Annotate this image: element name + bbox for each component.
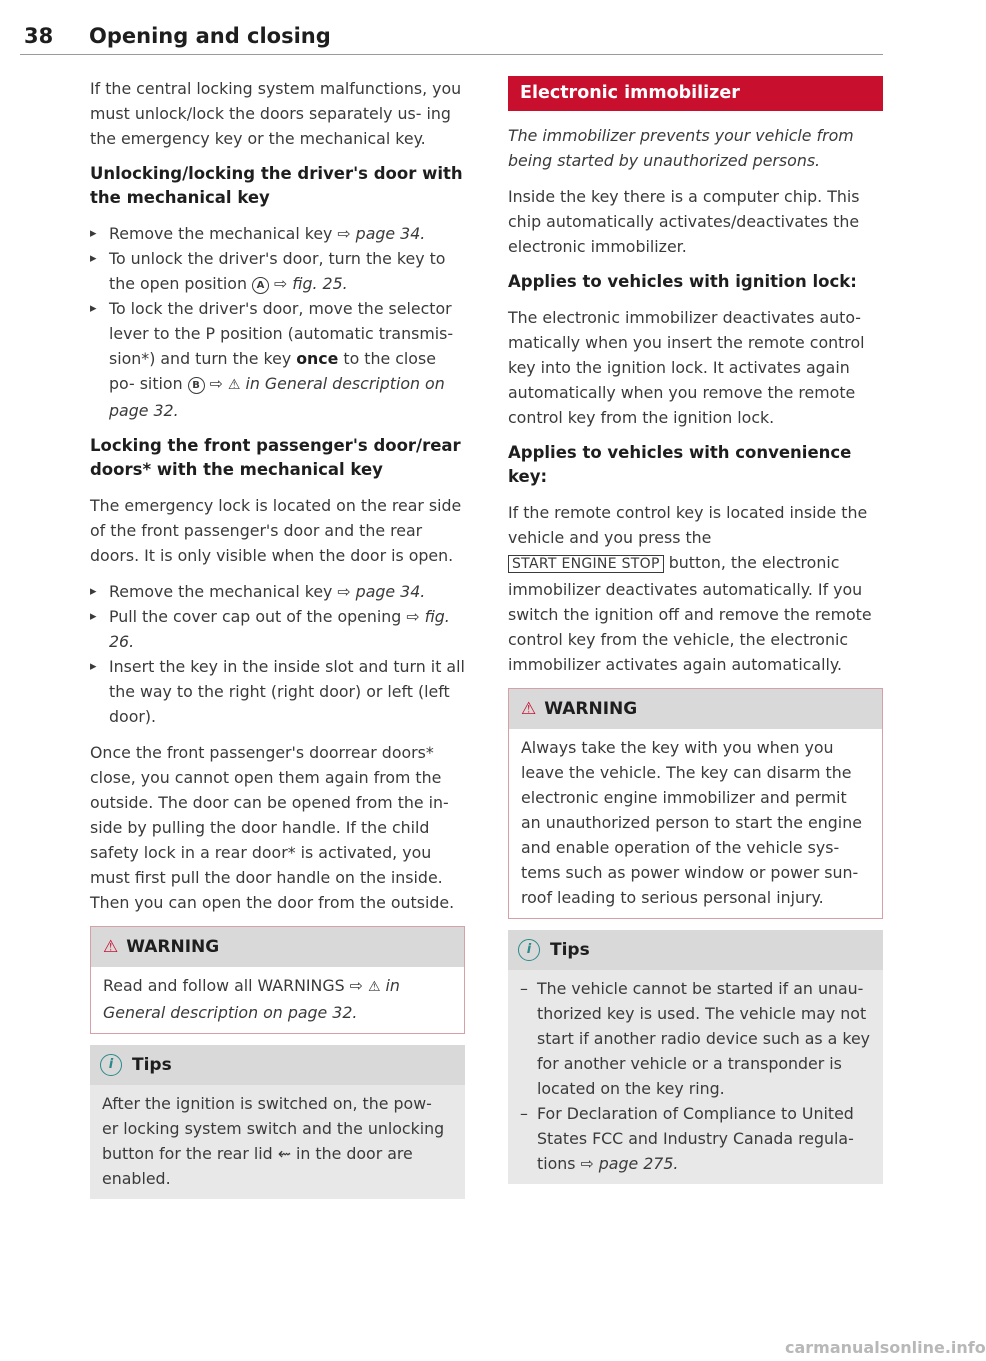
- list-item: ▸ Remove the mechanical key ⇨ page 34.: [90, 221, 465, 246]
- page-link[interactable]: ⇨ page 275.: [580, 1154, 679, 1173]
- warning-body: Always take the key with you when you leave the vehicle. The key can disarm the electronic engine immobilizer and permit an unauthorized person to start the engine and enable operation of the vehicle sys- tems such as power window or power sun- roof leading to serious personal injury.: [521, 738, 862, 907]
- list-item: ▸ Pull the cover cap out of the opening ⇨ fig. 26.: [90, 604, 465, 654]
- emergency-lock-paragraph: The emergency lock is located on the rear side of the front passenger's door and the rear doors. It is only visible when the door is open.: [90, 496, 462, 565]
- page-number: 38: [24, 24, 54, 48]
- info-icon: i: [518, 939, 540, 961]
- passenger-door-steps: [90, 579, 465, 729]
- tips-header: i Tips: [508, 930, 883, 970]
- warning-box: [90, 926, 465, 1034]
- header-rule: [20, 54, 883, 55]
- info-icon: i: [100, 1054, 122, 1076]
- start-engine-stop-key: START ENGINE STOP: [508, 555, 664, 573]
- warning-header: ⚠ WARNING: [509, 689, 882, 729]
- marker-b-icon: B: [188, 377, 205, 394]
- section-banner: Electronic immobilizer: [508, 76, 883, 111]
- tips-body: After the ignition is switched on, the pow- er locking system switch and the unlocking button for the rear lid ⇜ in the door are enabled.: [90, 1085, 465, 1199]
- marker-a-icon: A: [252, 277, 269, 294]
- tips-body: [508, 970, 883, 1184]
- intro-paragraph: If the central locking system malfunctions, you must unlock/lock the doors separately us- ing the emergency key or the mechanical key.: [90, 79, 462, 148]
- figure-link[interactable]: ⇨ fig. 25.: [268, 274, 348, 293]
- tips-box: [508, 930, 883, 1184]
- right-column: [508, 76, 883, 1195]
- heading-ignition-lock: Applies to vehicles with ignition lock:: [508, 272, 857, 291]
- ignition-lock-paragraph: The electronic immobilizer deactivates auto- matically when you insert the remote control key into the ignition lock. It activates again automatically when you remove the remote control key from the ignition lock.: [508, 308, 865, 427]
- warning-triangle-icon: ⚠: [521, 699, 537, 719]
- page-link[interactable]: in General description on page 32.: [103, 976, 400, 1022]
- rear-lid-icon: ⇜: [277, 1144, 291, 1163]
- door-close-paragraph: Once the front passenger's doorrear doors* close, you cannot open them again from the outside. The door can be opened from the in- side by pulling the door handle. If the child safety lock in a rear door* is activated, you must first pull the door handle on the inside. Then you can open the door from the outside.: [90, 743, 455, 912]
- page-link[interactable]: in General description on page 32.: [109, 374, 445, 420]
- heading-driver-door: Unlocking/locking the driver's door with the mechanical key: [90, 164, 463, 207]
- left-column: [90, 76, 465, 1210]
- tips-header: i Tips: [90, 1045, 465, 1085]
- watermark: carmanualsonline.info: [785, 1338, 986, 1357]
- section-title: Opening and closing: [89, 24, 331, 48]
- page-link[interactable]: ⇨ page 34.: [337, 582, 426, 601]
- warning-triangle-icon: ⚠: [103, 937, 119, 957]
- heading-convenience-key: Applies to vehicles with convenience key:: [508, 443, 852, 486]
- warning-triangle-icon: ⚠: [227, 377, 241, 393]
- list-item: – The vehicle cannot be started if an unau- thorized key is used. The vehicle may not start if another radio device such as a key for another vehicle or a transponder is located on the key ring.: [520, 976, 871, 1101]
- lead-paragraph: The immobilizer prevents your vehicle from being started by unauthorized persons.: [508, 126, 854, 170]
- convenience-key-paragraph: If the remote control key is located inside the vehicle and you press the START ENGINE STOP button, the electronic immobilizer deactivates automatically. If you switch the ignition off and remove the remote control key from the vehicle, the electronic immobilizer activates again automatically.: [508, 503, 872, 674]
- list-item: ▸ To unlock the driver's door, turn the key to the open position A ⇨ fig. 25.: [90, 246, 465, 296]
- tips-box: [90, 1045, 465, 1199]
- list-item: ▸ To lock the driver's door, move the selector lever to the P position (automatic transmis- sion*) and turn the key once to the close po- sition B ⇨ ⚠ in General description on page 32.: [90, 296, 465, 423]
- warning-box: [508, 688, 883, 919]
- list-item: – For Declaration of Compliance to United States FCC and Industry Canada regula- tions ⇨ page 275.: [520, 1101, 871, 1176]
- list-item: ▸ Insert the key in the inside slot and turn it all the way to the right (right door) or left (left door).: [90, 654, 465, 729]
- chip-paragraph: Inside the key there is a computer chip. This chip automatically activates/deactivates the electronic immobilizer.: [508, 187, 860, 256]
- driver-door-steps: [90, 221, 465, 423]
- warning-body: Read and follow all WARNINGS ⇨ ⚠ in General description on page 32.: [103, 976, 400, 1022]
- warning-triangle-icon: ⚠: [367, 979, 381, 995]
- heading-passenger-door: Locking the front passenger's door/rear doors* with the mechanical key: [90, 436, 461, 479]
- list-item: ▸ Remove the mechanical key ⇨ page 34.: [90, 579, 465, 604]
- figure-link[interactable]: ⇨ fig. 26.: [109, 607, 450, 651]
- warning-header: ⚠ WARNING: [91, 927, 464, 967]
- page-link[interactable]: ⇨ page 34.: [337, 224, 426, 243]
